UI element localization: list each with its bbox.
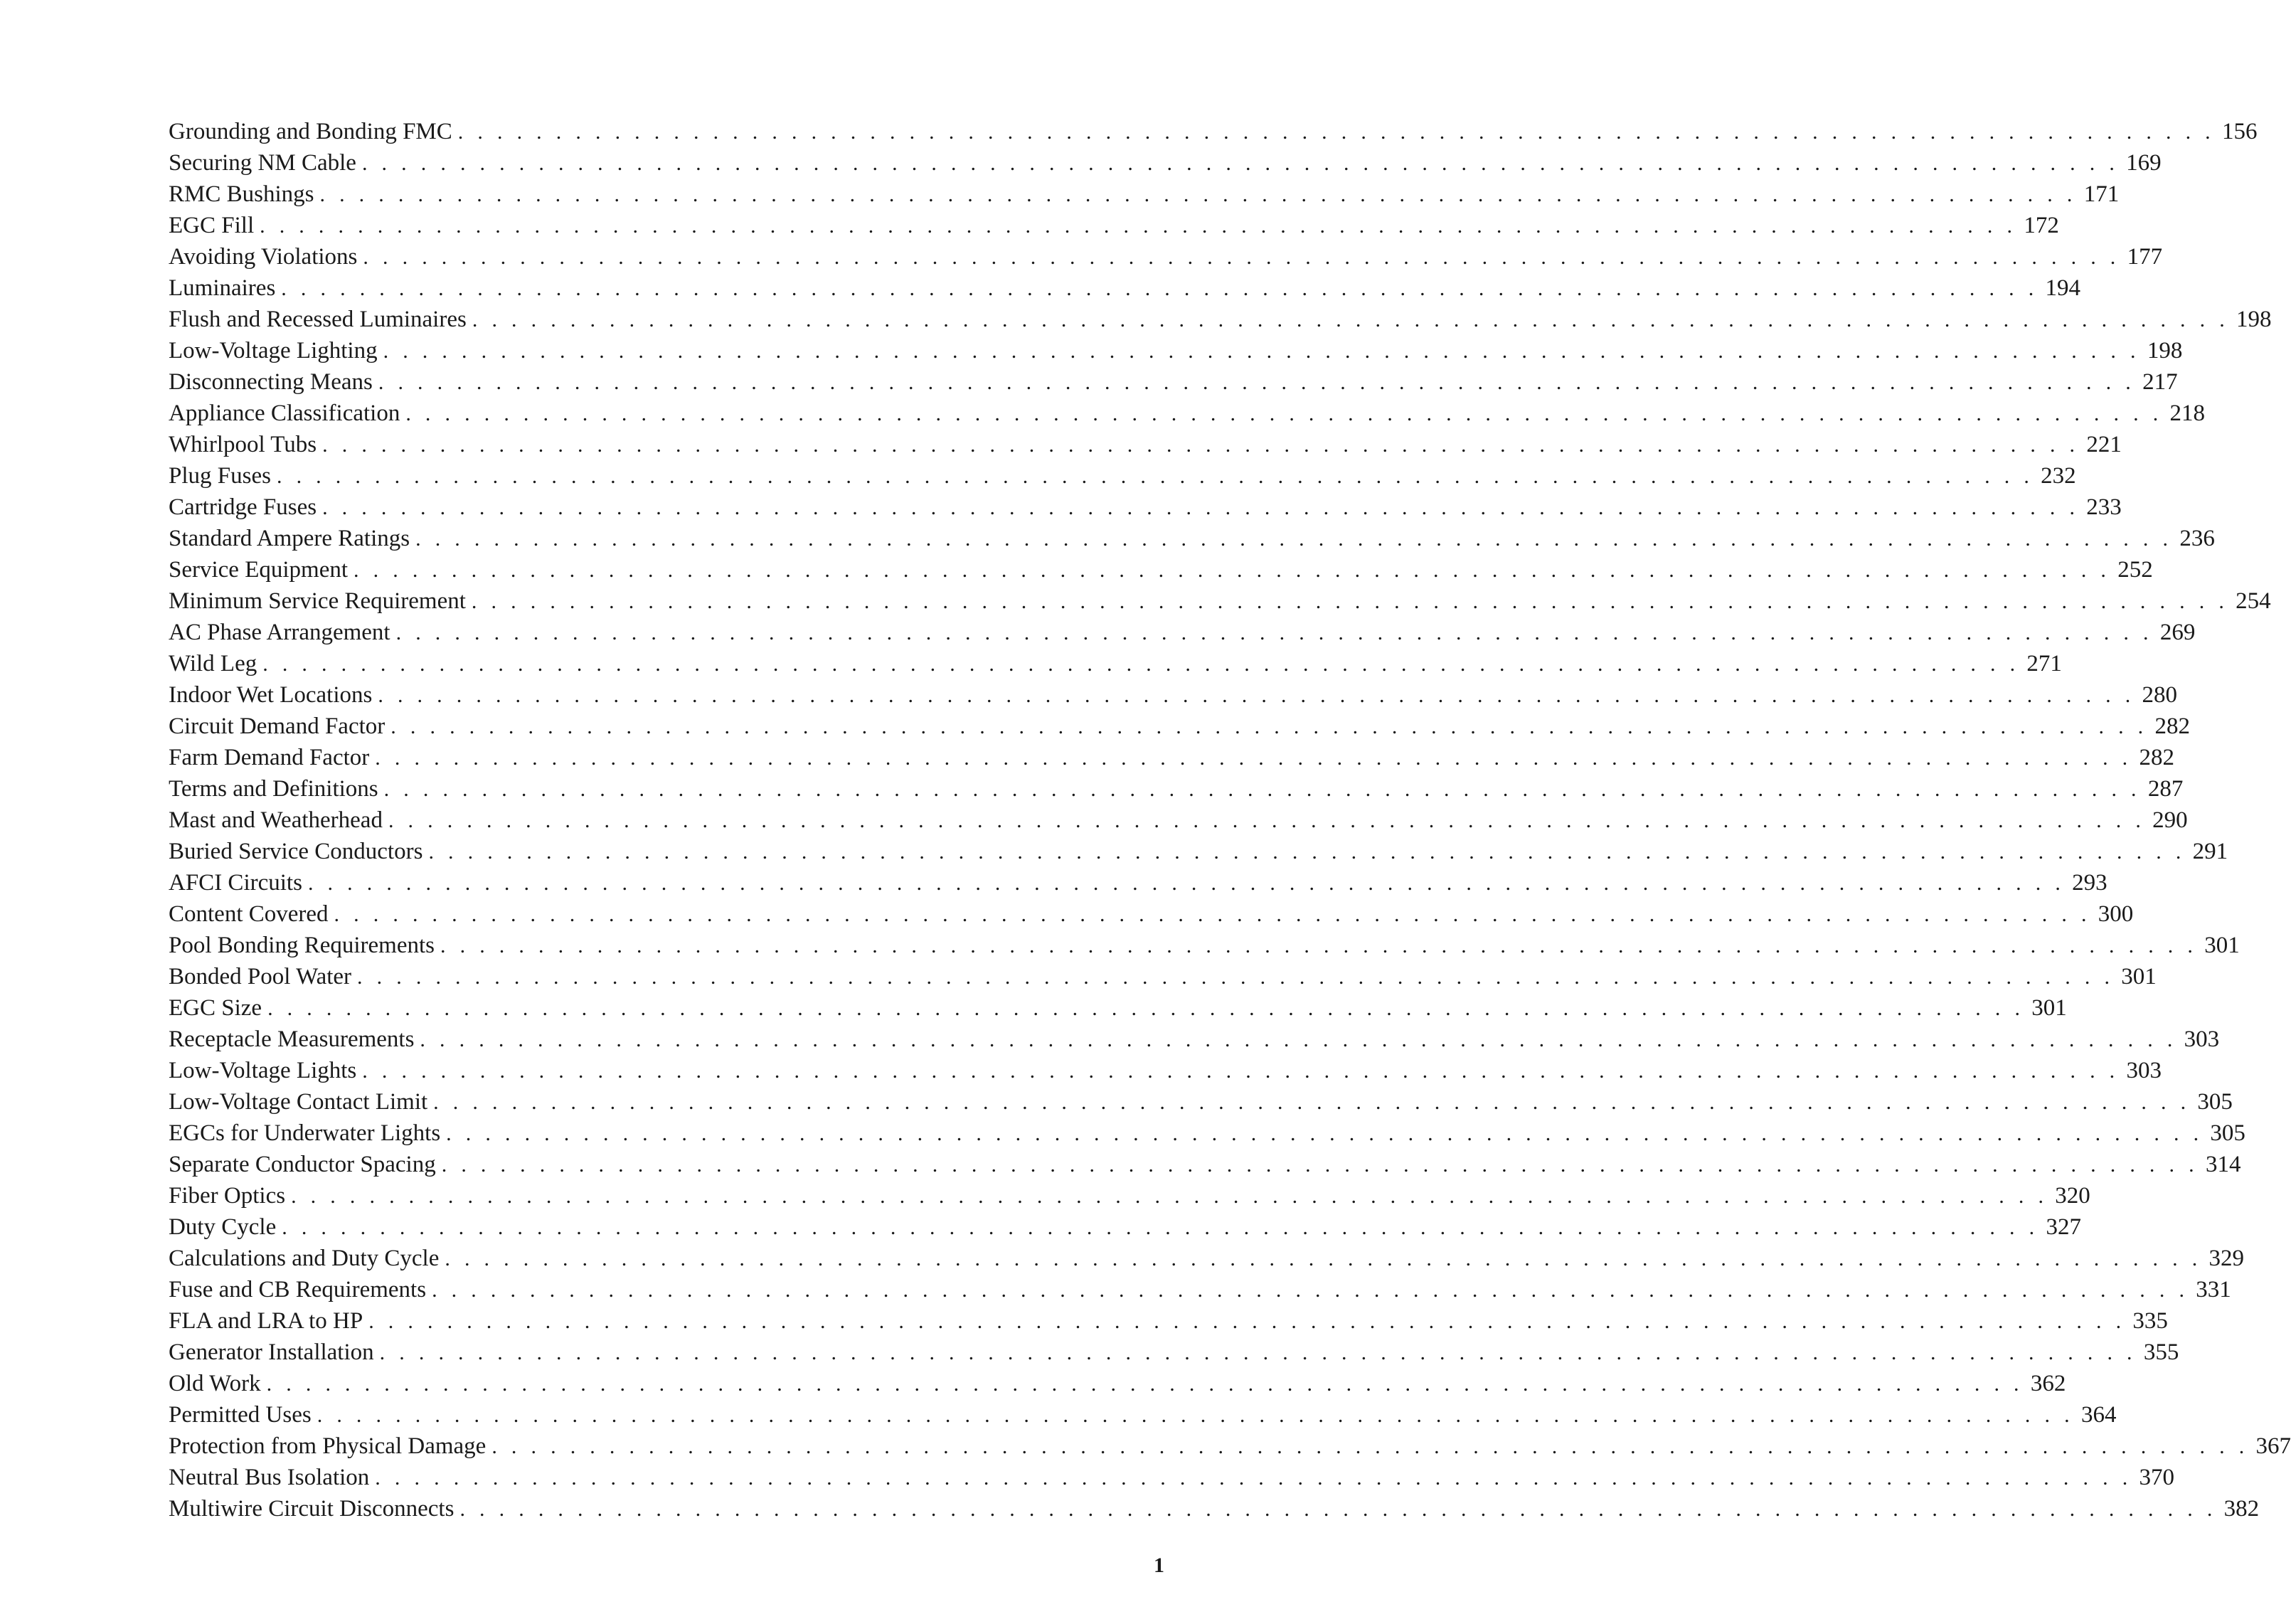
dot-leader: . . . . . . . . . . . . . . . . . . . . . . . . . . . . . . . . . . . . . . . . . . . . . . . . . . . . . . . . . . . . . . . . . . . . . . . . . . . . . . . . . . . . . . . . . . <box>457 120 2215 144</box>
toc-entry-title: Cartridge Fuses <box>169 494 317 520</box>
dot-leader: . . . . . . . . . . . . . . . . . . . . . . . . . . . . . . . . . . . . . . . . . . . . . . . . . . . . . . . . . . . . . . . . . . . . . . . . . . . . . . . . . . . . . . . . . . <box>390 715 2148 738</box>
toc-entry-title: Multiwire Circuit Disconnects <box>169 1496 455 1522</box>
toc-entry-title: Separate Conductor Spacing <box>169 1152 436 1177</box>
toc-entry <box>169 679 2178 711</box>
dot-leader: . . . . . . . . . . . . . . . . . . . . . . . . . . . . . . . . . . . . . . . . . . . . . . . . . . . . . . . . . . . . . . . . . . . . . . . . . . . . . . . . . . . . . . . . . . <box>395 621 2153 644</box>
dot-leader: . . . . . . . . . . . . . . . . . . . . . . . . . . . . . . . . . . . . . . . . . . . . . . . . . . . . . . . . . . . . . . . . . . . . . . . . . . . . . . . . . . . . . . . . . . <box>375 1466 2132 1490</box>
dot-leader: . . . . . . . . . . . . . . . . . . . . . . . . . . . . . . . . . . . . . . . . . . . . . . . . . . . . . . . . . . . . . . . . . . . . . . . . . . . . . . . . . . . . . . . . . . <box>379 1341 2137 1364</box>
toc-entry-title: Disconnecting Means <box>169 369 373 395</box>
toc-entry <box>169 961 2157 992</box>
toc-entry-page: 218 <box>2169 400 2206 426</box>
toc-entry-title: Low-Voltage Lighting <box>169 338 378 363</box>
toc-entry-page: 305 <box>2197 1089 2233 1115</box>
dot-leader: . . . . . . . . . . . . . . . . . . . . . . . . . . . . . . . . . . . . . . . . . . . . . . . . . . . . . . . . . . . . . . . . . . . . . . . . . . . . . . . . . . . . . . . . . . <box>440 934 2198 957</box>
toc-entry-title: Low-Voltage Contact Limit <box>169 1089 428 1115</box>
toc-entry-title: Securing NM Cable <box>169 150 356 176</box>
toc-entry <box>169 147 2162 179</box>
dot-leader: . . . . . . . . . . . . . . . . . . . . . . . . . . . . . . . . . . . . . . . . . . . . . . . . . . . . . . . . . . . . . . . . . . . . . . . . . . . . . . . . . . . . . . . . . . <box>420 1028 2177 1051</box>
table-of-contents <box>169 116 2291 1524</box>
toc-entry <box>169 836 2228 867</box>
toc-entry-page: 320 <box>2055 1183 2090 1209</box>
toc-entry-page: 198 <box>2147 338 2183 363</box>
toc-entry <box>169 617 2196 648</box>
toc-entry-title: Duty Cycle <box>169 1214 277 1240</box>
toc-entry <box>169 1055 2162 1086</box>
toc-entry-page: 269 <box>2159 620 2196 645</box>
toc-entry <box>169 1180 2090 1211</box>
toc-entry-title: EGC Size <box>169 995 262 1021</box>
dot-leader: . . . . . . . . . . . . . . . . . . . . . . . . . . . . . . . . . . . . . . . . . . . . . . . . . . . . . . . . . . . . . . . . . . . . . . . . . . . . . . . . . . . . . . . . . . <box>354 558 2111 582</box>
toc-entry <box>169 930 2240 961</box>
toc-entry <box>169 711 2190 742</box>
dot-leader: . . . . . . . . . . . . . . . . . . . . . . . . . . . . . . . . . . . . . . . . . . . . . . . . . . . . . . . . . . . . . . . . . . . . . . . . . . . . . . . . . . . . . . . . . . <box>459 1497 2217 1521</box>
dot-leader: . . . . . . . . . . . . . . . . . . . . . . . . . . . . . . . . . . . . . . . . . . . . . . . . . . . . . . . . . . . . . . . . . . . . . . . . . . . . . . . . . . . . . . . . . . <box>432 1278 2189 1302</box>
toc-entry <box>169 648 2062 679</box>
dot-leader: . . . . . . . . . . . . . . . . . . . . . . . . . . . . . . . . . . . . . . . . . . . . . . . . . . . . . . . . . . . . . . . . . . . . . . . . . . . . . . . . . . . . . . . . . . <box>383 339 2140 363</box>
dot-leader: . . . . . . . . . . . . . . . . . . . . . . . . . . . . . . . . . . . . . . . . . . . . . . . . . . . . . . . . . . . . . . . . . . . . . . . . . . . . . . . . . . . . . . . . . . <box>405 402 2163 425</box>
toc-entry-page: 177 <box>2127 244 2163 270</box>
toc-entry <box>169 992 2067 1024</box>
toc-entry-title: Indoor Wet Locations <box>169 682 373 708</box>
dot-leader: . . . . . . . . . . . . . . . . . . . . . . . . . . . . . . . . . . . . . . . . . . . . . . . . . . . . . . . . . . . . . . . . . . . . . . . . . . . . . . . . . . . . . . . . . . <box>433 1090 2191 1114</box>
toc-entry-title: Mast and Weatherhead <box>169 807 383 833</box>
dot-leader: . . . . . . . . . . . . . . . . . . . . . . . . . . . . . . . . . . . . . . . . . . . . . . . . . . . . . . . . . . . . . . . . . . . . . . . . . . . . . . . . . . . . . . . . . . <box>363 245 2120 269</box>
toc-entry <box>169 867 2107 898</box>
toc-entry <box>169 585 2271 617</box>
dot-leader: . . . . . . . . . . . . . . . . . . . . . . . . . . . . . . . . . . . . . . . . . . . . . . . . . . . . . . . . . . . . . . . . . . . . . . . . . . . . . . . . . . . . . . . . . . <box>375 746 2132 770</box>
toc-entry-page: 293 <box>2072 870 2107 896</box>
dot-leader: . . . . . . . . . . . . . . . . . . . . . . . . . . . . . . . . . . . . . . . . . . . . . . . . . . . . . . . . . . . . . . . . . . . . . . . . . . . . . . . . . . . . . . . . . . <box>378 371 2136 394</box>
toc-entry-page: 382 <box>2223 1496 2260 1522</box>
toc-entry-title: Generator Installation <box>169 1339 374 1365</box>
toc-entry-title: Fuse and CB Requirements <box>169 1277 427 1302</box>
toc-entry <box>169 773 2184 805</box>
toc-entry <box>169 1211 2081 1243</box>
toc-entry-page: 314 <box>2205 1152 2241 1177</box>
toc-entry-page: 194 <box>2045 275 2080 301</box>
toc-entry-title: Low-Voltage Lights <box>169 1058 357 1083</box>
toc-entry-page: 252 <box>2117 557 2153 583</box>
toc-entry <box>169 1118 2245 1149</box>
toc-entry-title: Receptacle Measurements <box>169 1026 415 1052</box>
toc-entry-title: AC Phase Arrangement <box>169 620 390 645</box>
toc-entry-title: Calculations and Duty Cycle <box>169 1246 440 1271</box>
dot-leader: . . . . . . . . . . . . . . . . . . . . . . . . . . . . . . . . . . . . . . . . . . . . . . . . . . . . . . . . . . . . . . . . . . . . . . . . . . . . . . . . . . . . . . . . . . <box>445 1247 2202 1270</box>
toc-entry <box>169 1368 2066 1399</box>
dot-leader: . . . . . . . . . . . . . . . . . . . . . . . . . . . . . . . . . . . . . . . . . . . . . . . . . . . . . . . . . . . . . . . . . . . . . . . . . . . . . . . . . . . . . . . . . . <box>415 527 2173 551</box>
toc-entry-title: Standard Ampere Ratings <box>169 526 410 551</box>
toc-entry-title: Bonded Pool Water <box>169 964 352 989</box>
page-number: 1 <box>1154 1554 1164 1577</box>
toc-entry-page: 335 <box>2132 1308 2168 1334</box>
toc-entry-title: Grounding and Bonding FMC <box>169 119 452 144</box>
toc-entry <box>169 429 2122 460</box>
dot-leader: . . . . . . . . . . . . . . . . . . . . . . . . . . . . . . . . . . . . . . . . . . . . . . . . . . . . . . . . . . . . . . . . . . . . . . . . . . . . . . . . . . . . . . . . . . <box>267 997 2025 1020</box>
toc-entry-title: EGC Fill <box>169 213 255 238</box>
toc-entry-page: 287 <box>2147 776 2184 802</box>
toc-entry-page: 233 <box>2086 494 2122 520</box>
toc-entry-title: Appliance Classification <box>169 400 400 426</box>
dot-leader: . . . . . . . . . . . . . . . . . . . . . . . . . . . . . . . . . . . . . . . . . . . . . . . . . . . . . . . . . . . . . . . . . . . . . . . . . . . . . . . . . . . . . . . . . . <box>388 809 2146 832</box>
toc-entry <box>169 460 2076 492</box>
toc-entry-title: Farm Demand Factor <box>169 745 370 770</box>
toc-entry-title: Permitted Uses <box>169 1402 312 1428</box>
toc-entry-page: 301 <box>2031 995 2067 1021</box>
toc-entry-page: 305 <box>2210 1120 2245 1146</box>
toc-entry <box>169 272 2080 304</box>
toc-entry <box>169 1243 2245 1274</box>
toc-entry <box>169 1024 2220 1055</box>
toc-entry <box>169 554 2153 585</box>
toc-entry <box>169 1149 2241 1180</box>
toc-entry <box>169 1462 2174 1493</box>
toc-entry-page: 355 <box>2143 1339 2179 1365</box>
toc-entry-title: Flush and Recessed Luminaires <box>169 307 467 332</box>
dot-leader: . . . . . . . . . . . . . . . . . . . . . . . . . . . . . . . . . . . . . . . . . . . . . . . . . . . . . . . . . . . . . . . . . . . . . . . . . . . . . . . . . . . . . . . . . . <box>361 152 2120 175</box>
toc-entry-page: 236 <box>2179 526 2215 551</box>
toc-entry <box>169 742 2174 773</box>
toc-entry <box>169 1493 2260 1524</box>
toc-entry-page: 331 <box>2196 1277 2231 1302</box>
toc-entry-title: Service Equipment <box>169 557 349 583</box>
toc-entry-title: Content Covered <box>169 901 329 927</box>
dot-leader: . . . . . . . . . . . . . . . . . . . . . . . . . . . . . . . . . . . . . . . . . . . . . . . . . . . . . . . . . . . . . . . . . . . . . . . . . . . . . . . . . . . . . . . . . . <box>282 1216 2039 1239</box>
toc-entry <box>169 805 2188 836</box>
toc-entry-title: Neutral Bus Isolation <box>169 1465 370 1490</box>
dot-leader: . . . . . . . . . . . . . . . . . . . . . . . . . . . . . . . . . . . . . . . . . . . . . . . . . . . . . . . . . . . . . . . . . . . . . . . . . . . . . . . . . . . . . . . . . . <box>319 183 2077 206</box>
toc-entry-page: 301 <box>2121 964 2157 989</box>
toc-entry-page: 362 <box>2030 1371 2066 1396</box>
dot-leader: . . . . . . . . . . . . . . . . . . . . . . . . . . . . . . . . . . . . . . . . . . . . . . . . . . . . . . . . . . . . . . . . . . . . . . . . . . . . . . . . . . . . . . . . . . <box>441 1153 2199 1177</box>
toc-entry-page: 301 <box>2204 933 2240 958</box>
toc-entry-page: 370 <box>2139 1465 2174 1490</box>
toc-entry-page: 217 <box>2142 369 2178 395</box>
toc-entry-title: AFCI Circuits <box>169 870 302 896</box>
toc-entry-page: 198 <box>2236 307 2272 332</box>
toc-entry-page: 364 <box>2080 1402 2117 1428</box>
toc-entry <box>169 398 2206 429</box>
toc-entry-title: Protection from Physical Damage <box>169 1433 487 1459</box>
toc-entry <box>169 366 2178 398</box>
toc-entry-page: 327 <box>2046 1214 2081 1240</box>
dot-leader: . . . . . . . . . . . . . . . . . . . . . . . . . . . . . . . . . . . . . . . . . . . . . . . . . . . . . . . . . . . . . . . . . . . . . . . . . . . . . . . . . . . . . . . . . . <box>281 277 2038 300</box>
dot-leader: . . . . . . . . . . . . . . . . . . . . . . . . . . . . . . . . . . . . . . . . . . . . . . . . . . . . . . . . . . . . . . . . . . . . . . . . . . . . . . . . . . . . . . . . . . <box>260 214 2017 238</box>
dot-leader: . . . . . . . . . . . . . . . . . . . . . . . . . . . . . . . . . . . . . . . . . . . . . . . . . . . . . . . . . . . . . . . . . . . . . . . . . . . . . . . . . . . . . . . . . . <box>491 1435 2249 1458</box>
toc-entry <box>169 1274 2231 1305</box>
toc-entry <box>169 1305 2168 1337</box>
toc-entry-page: 171 <box>2083 181 2120 207</box>
dot-leader: . . . . . . . . . . . . . . . . . . . . . . . . . . . . . . . . . . . . . . . . . . . . . . . . . . . . . . . . . . . . . . . . . . . . . . . . . . . . . . . . . . . . . . . . . . <box>291 1184 2048 1208</box>
dot-leader: . . . . . . . . . . . . . . . . . . . . . . . . . . . . . . . . . . . . . . . . . . . . . . . . . . . . . . . . . . . . . . . . . . . . . . . . . . . . . . . . . . . . . . . . . . <box>322 433 2080 457</box>
toc-entry-page: 329 <box>2208 1246 2245 1271</box>
toc-entry-title: EGCs for Underwater Lights <box>169 1120 441 1146</box>
toc-entry <box>169 241 2163 272</box>
toc-entry-title: Pool Bonding Requirements <box>169 933 435 958</box>
toc-entry-page: 156 <box>2221 119 2258 144</box>
toc-entry-page: 367 <box>2255 1433 2291 1459</box>
dot-leader: . . . . . . . . . . . . . . . . . . . . . . . . . . . . . . . . . . . . . . . . . . . . . . . . . . . . . . . . . . . . . . . . . . . . . . . . . . . . . . . . . . . . . . . . . . <box>472 308 2230 331</box>
dot-leader: . . . . . . . . . . . . . . . . . . . . . . . . . . . . . . . . . . . . . . . . . . . . . . . . . . . . . . . . . . . . . . . . . . . . . . . . . . . . . . . . . . . . . . . . . . <box>266 1372 2024 1396</box>
toc-entry-title: RMC Bushings <box>169 181 314 207</box>
toc-entry <box>169 179 2120 210</box>
toc-entry-page: 169 <box>2126 150 2162 176</box>
toc-entry-title: Wild Leg <box>169 651 257 676</box>
toc-entry <box>169 116 2258 147</box>
toc-entry <box>169 1431 2291 1462</box>
toc-entry <box>169 335 2183 366</box>
toc-entry <box>169 492 2122 523</box>
toc-entry-page: 300 <box>2098 901 2134 927</box>
toc-entry-title: FLA and LRA to HP <box>169 1308 363 1334</box>
toc-entry <box>169 210 2059 241</box>
dot-leader: . . . . . . . . . . . . . . . . . . . . . . . . . . . . . . . . . . . . . . . . . . . . . . . . . . . . . . . . . . . . . . . . . . . . . . . . . . . . . . . . . . . . . . . . . . <box>428 840 2186 864</box>
toc-entry-page: 172 <box>2024 213 2059 238</box>
dot-leader: . . . . . . . . . . . . . . . . . . . . . . . . . . . . . . . . . . . . . . . . . . . . . . . . . . . . . . . . . . . . . . . . . . . . . . . . . . . . . . . . . . . . . . . . . . <box>322 496 2080 519</box>
toc-entry-title: Luminaires <box>169 275 276 301</box>
toc-entry <box>169 523 2215 554</box>
toc-entry-title: Plug Fuses <box>169 463 271 489</box>
toc-entry-page: 290 <box>2152 807 2188 833</box>
dot-leader: . . . . . . . . . . . . . . . . . . . . . . . . . . . . . . . . . . . . . . . . . . . . . . . . . . . . . . . . . . . . . . . . . . . . . . . . . . . . . . . . . . . . . . . . . . <box>383 777 2141 801</box>
toc-entry-title: Avoiding Violations <box>169 244 358 270</box>
toc-entry-title: Whirlpool Tubs <box>169 432 317 457</box>
toc-entry <box>169 1086 2233 1118</box>
toc-entry-page: 221 <box>2086 432 2122 457</box>
dot-leader: . . . . . . . . . . . . . . . . . . . . . . . . . . . . . . . . . . . . . . . . . . . . . . . . . . . . . . . . . . . . . . . . . . . . . . . . . . . . . . . . . . . . . . . . . . <box>446 1122 2204 1145</box>
toc-entry-title: Circuit Demand Factor <box>169 713 386 739</box>
toc-entry-page: 280 <box>2142 682 2178 708</box>
toc-entry-title: Minimum Service Requirement <box>169 588 466 614</box>
dot-leader: . . . . . . . . . . . . . . . . . . . . . . . . . . . . . . . . . . . . . . . . . . . . . . . . . . . . . . . . . . . . . . . . . . . . . . . . . . . . . . . . . . . . . . . . . . <box>262 652 2020 676</box>
toc-entry-page: 254 <box>2236 588 2271 614</box>
toc-entry-page: 282 <box>2139 745 2174 770</box>
dot-leader: . . . . . . . . . . . . . . . . . . . . . . . . . . . . . . . . . . . . . . . . . . . . . . . . . . . . . . . . . . . . . . . . . . . . . . . . . . . . . . . . . . . . . . . . . . <box>276 465 2034 488</box>
dot-leader: . . . . . . . . . . . . . . . . . . . . . . . . . . . . . . . . . . . . . . . . . . . . . . . . . . . . . . . . . . . . . . . . . . . . . . . . . . . . . . . . . . . . . . . . . . <box>378 684 2135 707</box>
toc-entry-page: 232 <box>2041 463 2076 489</box>
dot-leader: . . . . . . . . . . . . . . . . . . . . . . . . . . . . . . . . . . . . . . . . . . . . . . . . . . . . . . . . . . . . . . . . . . . . . . . . . . . . . . . . . . . . . . . . . . <box>471 590 2229 613</box>
toc-entry-title: Fiber Optics <box>169 1183 286 1209</box>
toc-entry-page: 282 <box>2154 713 2190 739</box>
dot-leader: . . . . . . . . . . . . . . . . . . . . . . . . . . . . . . . . . . . . . . . . . . . . . . . . . . . . . . . . . . . . . . . . . . . . . . . . . . . . . . . . . . . . . . . . . . <box>307 871 2066 895</box>
dot-leader: . . . . . . . . . . . . . . . . . . . . . . . . . . . . . . . . . . . . . . . . . . . . . . . . . . . . . . . . . . . . . . . . . . . . . . . . . . . . . . . . . . . . . . . . . . <box>317 1403 2074 1427</box>
toc-entry-title: Buried Service Conductors <box>169 839 423 864</box>
toc-entry-page: 303 <box>2126 1058 2162 1083</box>
toc-entry-page: 271 <box>2026 651 2062 676</box>
dot-leader: . . . . . . . . . . . . . . . . . . . . . . . . . . . . . . . . . . . . . . . . . . . . . . . . . . . . . . . . . . . . . . . . . . . . . . . . . . . . . . . . . . . . . . . . . . <box>334 903 2091 926</box>
toc-entry-title: Old Work <box>169 1371 261 1396</box>
toc-entry-page: 291 <box>2192 839 2228 864</box>
dot-leader: . . . . . . . . . . . . . . . . . . . . . . . . . . . . . . . . . . . . . . . . . . . . . . . . . . . . . . . . . . . . . . . . . . . . . . . . . . . . . . . . . . . . . . . . . . <box>357 965 2115 989</box>
toc-entry-title: Terms and Definitions <box>169 776 378 802</box>
toc-entry <box>169 898 2134 930</box>
toc-entry <box>169 1337 2179 1368</box>
toc-entry <box>169 1399 2117 1431</box>
toc-entry-page: 303 <box>2184 1026 2220 1052</box>
dot-leader: . . . . . . . . . . . . . . . . . . . . . . . . . . . . . . . . . . . . . . . . . . . . . . . . . . . . . . . . . . . . . . . . . . . . . . . . . . . . . . . . . . . . . . . . . . <box>362 1059 2120 1083</box>
toc-entry <box>169 304 2272 335</box>
dot-leader: . . . . . . . . . . . . . . . . . . . . . . . . . . . . . . . . . . . . . . . . . . . . . . . . . . . . . . . . . . . . . . . . . . . . . . . . . . . . . . . . . . . . . . . . . . <box>368 1310 2126 1333</box>
